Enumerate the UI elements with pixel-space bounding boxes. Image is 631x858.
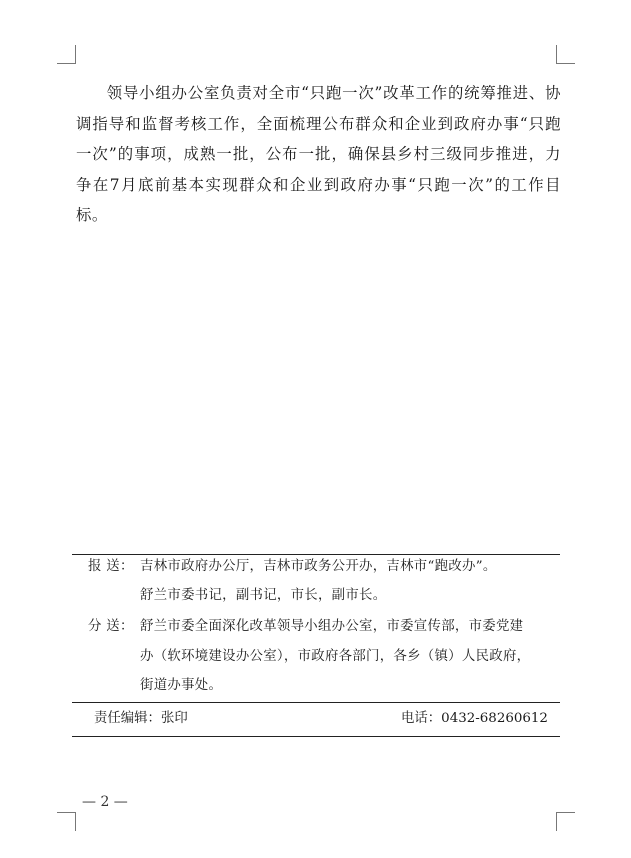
copy-to-label: 分 送：	[88, 619, 134, 634]
copy-to-line-1: 舒兰市委全面深化改革领导小组办公室，市委宣传部，市委党建	[140, 619, 524, 634]
report-to-line-1: 吉林市政府办公厅，吉林市政务公开办，吉林市“跑改办”。	[140, 559, 497, 574]
crop-mark-bottom-right	[556, 812, 575, 831]
footer-top-rule	[72, 702, 560, 703]
contact-phone: 电话：0432-68260612	[401, 711, 548, 726]
crop-mark-top-left	[57, 45, 76, 64]
copy-to-line-3: 街道办事处。	[140, 678, 223, 693]
crop-mark-top-right	[556, 45, 575, 64]
page-number: — 2 —	[82, 794, 128, 810]
copy-to-line-2: 办（软环境建设办公室），市政府各部门，各乡（镇）人民政府，	[140, 649, 531, 664]
footer-bottom-rule	[72, 736, 560, 737]
report-to-line-2: 舒兰市委书记，副书记，市长，副市长。	[140, 588, 387, 603]
report-to-label: 报 送：	[88, 559, 134, 574]
crop-mark-bottom-left	[57, 812, 76, 831]
body-paragraph: 领导小组办公室负责对全市“只跑一次”改革工作的统筹推进、协调指导和监督考核工作，全面梳理公布群众和企业到政府办事“只跑一次”的事项，成熟一批，公布一批，确保县乡村三级同步推进，力争在7月底前基本实现群众和企业到政府办事“只跑一次”的工作目标。	[76, 84, 561, 225]
responsible-editor: 责任编辑：张印	[94, 711, 188, 726]
